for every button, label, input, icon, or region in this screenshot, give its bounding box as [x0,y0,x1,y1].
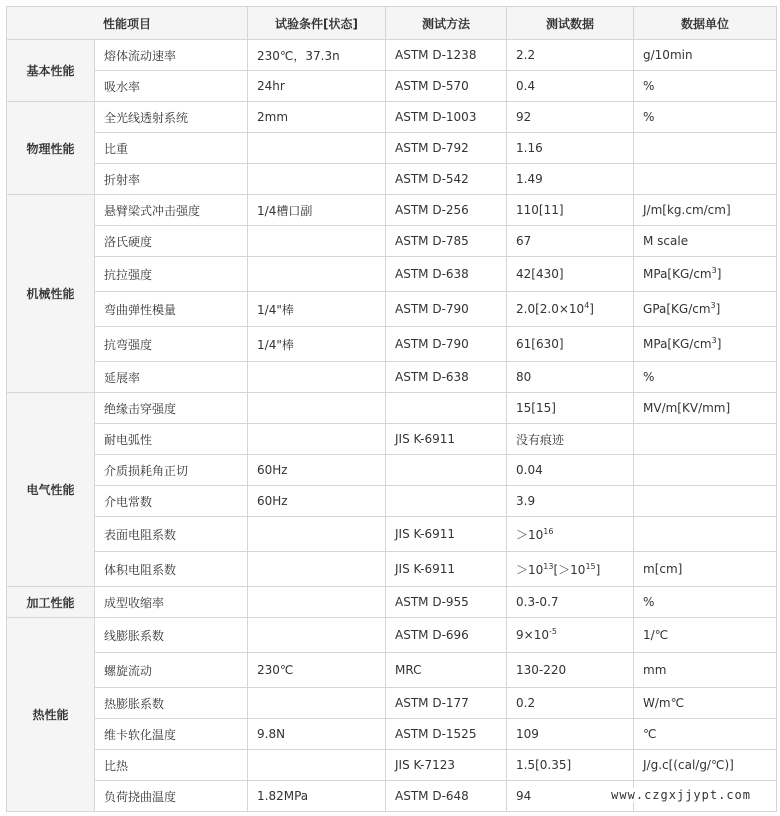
table-row [7,164,777,195]
condition-cell [248,133,386,164]
table-row [7,424,777,455]
item-cell: 延展率 [95,362,248,393]
condition-cell [248,226,386,257]
condition-cell: 2mm [248,102,386,133]
data-cell [507,618,634,653]
text-part: ] [595,562,601,577]
method-cell: ASTM D-1003 [386,102,507,133]
method-cell: JIS K-6911 [386,552,507,587]
data-cell: 130-220 [507,653,634,688]
condition-cell [248,164,386,195]
table-row [7,71,777,102]
table-row [7,292,777,327]
table-row [7,362,777,393]
table-row [7,517,777,552]
condition-cell [248,552,386,587]
unit-cell [634,327,777,362]
unit-cell [634,292,777,327]
method-cell [386,455,507,486]
method-cell: ASTM D-785 [386,226,507,257]
watermark: www.czgxjjypt.com [608,788,754,802]
table-row [7,719,777,750]
table-row [7,195,777,226]
item-cell: 介质损耗角正切 [95,455,248,486]
unit-cell [634,486,777,517]
table-row [7,587,777,618]
superscript: -5 [548,627,557,636]
condition-cell: 60Hz [248,486,386,517]
table-body [7,40,777,812]
condition-cell: 24hr [248,71,386,102]
unit-cell: W/m℃ [634,688,777,719]
superscript: 3 [710,301,716,310]
condition-cell: 60Hz [248,455,386,486]
superscript: 16 [543,526,554,536]
method-cell: ASTM D-790 [386,292,507,327]
data-cell: 1.16 [507,133,634,164]
superscript: 3 [711,336,717,345]
data-cell: 0.2 [507,688,634,719]
item-cell: 抗拉强度 [95,257,248,292]
data-cell [507,552,634,587]
item-cell: 比热 [95,750,248,781]
condition-cell [248,517,386,552]
text-part: ] [716,337,722,351]
item-cell: 成型收缩率 [95,587,248,618]
text-part: [＞10 [553,562,586,577]
condition-cell: 230℃，37.3n [248,40,386,71]
data-cell: 0.04 [507,455,634,486]
condition-cell: 9.8N [248,719,386,750]
text-part: ＞10 [516,562,544,577]
category-cell: 物理性能 [7,102,95,195]
data-cell: 80 [507,362,634,393]
condition-cell [248,587,386,618]
method-cell: ASTM D-256 [386,195,507,226]
table-row [7,750,777,781]
unit-cell: % [634,102,777,133]
method-cell: MRC [386,653,507,688]
text-part: ] [716,267,722,281]
method-cell: JIS K-6911 [386,424,507,455]
method-cell: ASTM D-648 [386,781,507,812]
item-cell: 绝缘击穿强度 [95,393,248,424]
text-part: 9×10 [516,628,549,642]
item-cell: 全光线透射系统 [95,102,248,133]
text-part: 2.0[2.0×10 [516,302,585,316]
category-cell: 加工性能 [7,587,95,618]
unit-cell: M scale [634,226,777,257]
superscript: 13 [543,561,554,571]
data-cell: 1.5[0.35] [507,750,634,781]
table-row [7,552,777,587]
superscript: 3 [711,266,717,275]
unit-cell [634,517,777,552]
data-cell: 0.4 [507,71,634,102]
condition-cell [248,393,386,424]
condition-cell: 230℃ [248,653,386,688]
header-property: 性能项目 [7,7,248,40]
method-cell: JIS K-7123 [386,750,507,781]
method-cell: ASTM D-177 [386,688,507,719]
category-cell: 机械性能 [7,195,95,393]
data-cell: 2.2 [507,40,634,71]
item-cell: 弯曲弹性模量 [95,292,248,327]
method-cell: ASTM D-542 [386,164,507,195]
data-cell: 67 [507,226,634,257]
unit-cell: m[cm] [634,552,777,587]
condition-cell: 1/4槽口副 [248,195,386,226]
data-cell: 109 [507,719,634,750]
method-cell: ASTM D-790 [386,327,507,362]
table-row [7,40,777,71]
method-cell: ASTM D-570 [386,71,507,102]
condition-cell [248,618,386,653]
method-cell: ASTM D-638 [386,362,507,393]
item-cell: 负荷挠曲温度 [95,781,248,812]
unit-cell [634,164,777,195]
method-cell: ASTM D-955 [386,587,507,618]
item-cell: 热膨胀系数 [95,688,248,719]
unit-cell: mm [634,653,777,688]
header-condition: 试验条件[状态] [248,7,386,40]
text-part: GPa[KG/cm [643,302,711,316]
header-method: 测试方法 [386,7,507,40]
item-cell: 表面电阻系数 [95,517,248,552]
properties-table [6,6,777,812]
data-cell [507,517,634,552]
header-row [7,7,777,40]
superscript: 4 [584,301,590,310]
data-cell: 3.9 [507,486,634,517]
table-row [7,327,777,362]
item-cell: 耐电弧性 [95,424,248,455]
method-cell: JIS K-6911 [386,517,507,552]
item-cell: 螺旋流动 [95,653,248,688]
table-row [7,486,777,517]
table-row [7,618,777,653]
unit-cell: J/m[kg.cm/cm] [634,195,777,226]
condition-cell: 1.82MPa [248,781,386,812]
data-cell: 61[630] [507,327,634,362]
table-row [7,393,777,424]
data-cell: 92 [507,102,634,133]
data-cell: 94 [507,781,634,812]
unit-cell: % [634,362,777,393]
category-cell: 热性能 [7,618,95,812]
table-row [7,226,777,257]
unit-cell: g/10min [634,40,777,71]
data-cell: 110[11] [507,195,634,226]
method-cell: ASTM D-792 [386,133,507,164]
category-cell: 电气性能 [7,393,95,587]
item-cell: 洛氏硬度 [95,226,248,257]
item-cell: 介电常数 [95,486,248,517]
method-cell: ASTM D-1238 [386,40,507,71]
table-row [7,102,777,133]
item-cell: 吸水率 [95,71,248,102]
table-row [7,257,777,292]
condition-cell: 1/4"棒 [248,292,386,327]
item-cell: 维卡软化温度 [95,719,248,750]
text-part: MPa[KG/cm [643,267,712,281]
unit-cell: % [634,71,777,102]
data-cell [507,292,634,327]
method-cell: ASTM D-638 [386,257,507,292]
data-cell: 15[15] [507,393,634,424]
item-cell: 悬臂梁式冲击强度 [95,195,248,226]
item-cell: 线膨胀系数 [95,618,248,653]
unit-cell: MV/m[KV/mm] [634,393,777,424]
condition-cell [248,750,386,781]
unit-cell: 1/℃ [634,618,777,653]
unit-cell [634,133,777,164]
unit-cell [634,257,777,292]
unit-cell [634,455,777,486]
item-cell: 折射率 [95,164,248,195]
condition-cell: 1/4"棒 [248,327,386,362]
unit-cell: % [634,587,777,618]
item-cell: 比重 [95,133,248,164]
data-cell: 没有痕迹 [507,424,634,455]
condition-cell [248,362,386,393]
text-part: ＞10 [516,527,544,542]
item-cell: 熔体流动速率 [95,40,248,71]
unit-cell: J/g.c[(cal/g/℃)] [634,750,777,781]
table-row [7,688,777,719]
header-unit: 数据单位 [634,7,777,40]
method-cell [386,393,507,424]
table-row [7,455,777,486]
unit-cell: ℃ [634,719,777,750]
superscript: 15 [585,561,596,571]
method-cell [386,486,507,517]
data-cell: 0.3-0.7 [507,587,634,618]
text-part: ] [589,302,594,316]
data-cell: 42[430] [507,257,634,292]
data-cell: 1.49 [507,164,634,195]
table-row [7,653,777,688]
method-cell: ASTM D-1525 [386,719,507,750]
table-row [7,133,777,164]
condition-cell [248,257,386,292]
condition-cell [248,424,386,455]
header-data: 测试数据 [507,7,634,40]
text-part: MPa[KG/cm [643,337,712,351]
category-cell: 基本性能 [7,40,95,102]
unit-cell [634,424,777,455]
method-cell: ASTM D-696 [386,618,507,653]
text-part: ] [715,302,721,316]
condition-cell [248,688,386,719]
item-cell: 抗弯强度 [95,327,248,362]
item-cell: 体积电阻系数 [95,552,248,587]
